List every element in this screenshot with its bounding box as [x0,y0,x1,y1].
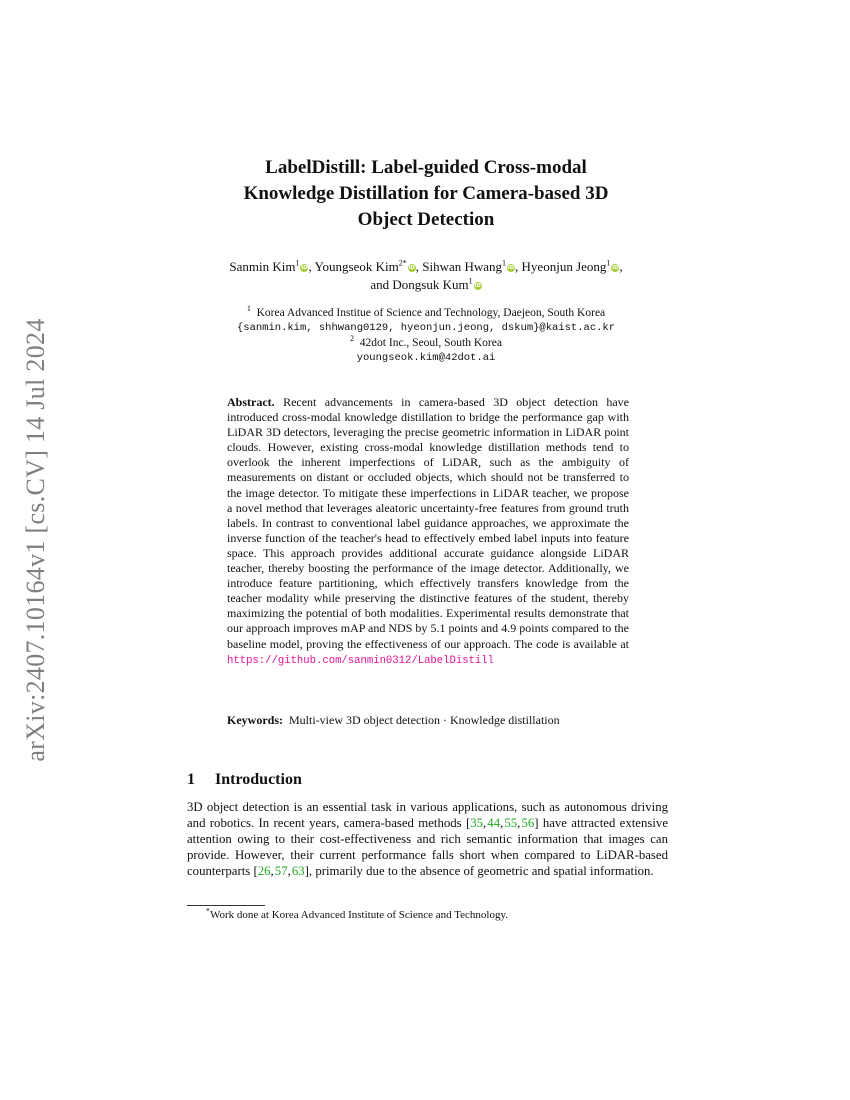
author-affil-sup: 1 [502,258,507,268]
citation-link[interactable]: 35 [470,815,484,830]
author-affil-sup: 2* [398,258,407,268]
author-name: Sanmin Kim [229,259,296,274]
section-title: Introduction [215,771,302,788]
keywords-text: Multi-view 3D object detection · Knowledge distillation [289,713,560,727]
author-name: Dongsuk Kum [392,277,469,292]
footnote-mark: * [206,906,210,916]
affiliation-42dot: 42dot Inc., Seoul, South Korea [359,337,502,349]
orcid-icon[interactable]: iD [301,265,308,272]
orcid-icon[interactable]: iD [612,265,619,272]
citation-link[interactable]: 55 [504,815,518,830]
author-affil-sup: 1 [295,258,300,268]
citation-link[interactable]: 63 [291,863,305,878]
intro-text: ] have attracted extensive attention owing to their cost-effectiveness and rich semantic information that images can provide. However, their current performance falls short when compared to LiDAR-based counterparts [ [187,815,668,878]
intro-paragraph: 3D object detection is an essential task in various applications, such as autonomous driving and robotics. In recent years, camera-based methods [35, 44, 55, 56] have attracted extensive attention owing to their cost-effectiveness and rich semantic information that images can provide. However, their current performance falls short when compared to LiDAR-based counterparts [26, 57, 63], primarily due to the absence of geometric and spatial information. [187,800,668,878]
title-line: LabelDistill: Label-guided Cross-modal [265,157,587,178]
title-line: Knowledge Distillation for Camera-based 3D [243,183,609,204]
section-heading [187,771,302,789]
intro-text: 3D object detection is an essential task in various applications, such as autonomous driving and robotics. In recent years, camera-based methods [ [187,800,668,830]
paper-title [150,155,702,233]
author-name: Youngseok Kim [314,259,399,274]
citation-link[interactable]: 44 [487,815,501,830]
title-line: Object Detection [357,209,495,230]
affil-sup: 2 [350,334,355,344]
abstract-text: Recent advancements in camera-based 3D object detection have introduced cross-modal knowledge distillation to bridge the performance gap with LiDAR 3D detectors, leveraging the precise geometric information in LiDAR point clouds. However, existing cross-modal knowledge distillation methods tend to overlook the inherent imperfections of LiDAR, such as the ambiguity of measurements on distant or occluded objects, which should not be transferred to the image detector. To mitigate these imperfections in LiDAR teacher, we propose a novel method that leverages aleatoric uncertainty-free features from ground truth labels. In contrast to conventional label guidance approaches, we approximate the inverse function of the teacher's head to effectively embed label inputs into feature space. This approach provides additional accurate guidance alongside LiDAR teacher, thereby boosting the performance of the image detector. Additionally, we introduce feature partitioning, which effectively transfers knowledge from the teacher modality while preserving the distinctive features of the student, thereby maximizing the potential of both modalities. Experimental results demonstrate that our approach improves mAP and NDS by 5.1 points and 4.9 points compared to the baseline model, proving the effectiveness of our approach. The code is available at [227,395,630,651]
affiliations [180,306,672,366]
affiliation-kaist: Korea Advanced Institue of Science and Technology, Daejeon, South Korea [256,307,606,319]
citation-link[interactable]: 56 [521,815,535,830]
abstract [227,395,629,669]
author-list: Sanmin Kim$^1$iD, Youngseok Kim$^{2*}$iD, Sihwan Hwang$^1$iD, Hyeonjun Jeong$^1$iD, and Dongsuk Kum$^1$iD [229,258,623,292]
keywords-label: Keywords: [227,713,283,727]
keywords [227,713,637,728]
abstract-label: Abstract. [227,395,275,409]
email-42dot: youngseok.kim@42dot.ai [356,352,496,364]
author-name: Hyeonjun Jeong [521,259,607,274]
citation-link[interactable]: 57 [274,863,288,878]
section-number: 1 [187,771,195,788]
arxiv-stamp: arXiv:2407.10164v1 [cs.CV] 14 Jul 2024 [21,318,50,762]
code-link[interactable]: https://github.com/sanmin0312/LabelDistill [227,654,495,667]
author-name: Sihwan Hwang [422,259,503,274]
orcid-icon[interactable]: iD [474,283,481,290]
affil-sup: 1 [246,304,251,314]
email-list-kaist: {sanmin.kim, shhwang0129, hyeonjun.jeong, dskum}@kaist.ac.kr [236,322,616,334]
footnote [206,908,508,922]
orcid-icon[interactable]: iD [408,265,415,272]
author-affil-sup: 1 [468,276,473,286]
author-affil-sup: 1 [606,258,611,268]
footnote-divider [187,905,265,906]
intro-text: ], primarily due to the absence of geometric and spatial information. [304,863,654,878]
footnote-text: Work done at Korea Advanced Institute of Science and Technology. [210,909,508,921]
orcid-icon[interactable]: iD [507,265,515,272]
citation-link[interactable]: 26 [257,863,271,878]
